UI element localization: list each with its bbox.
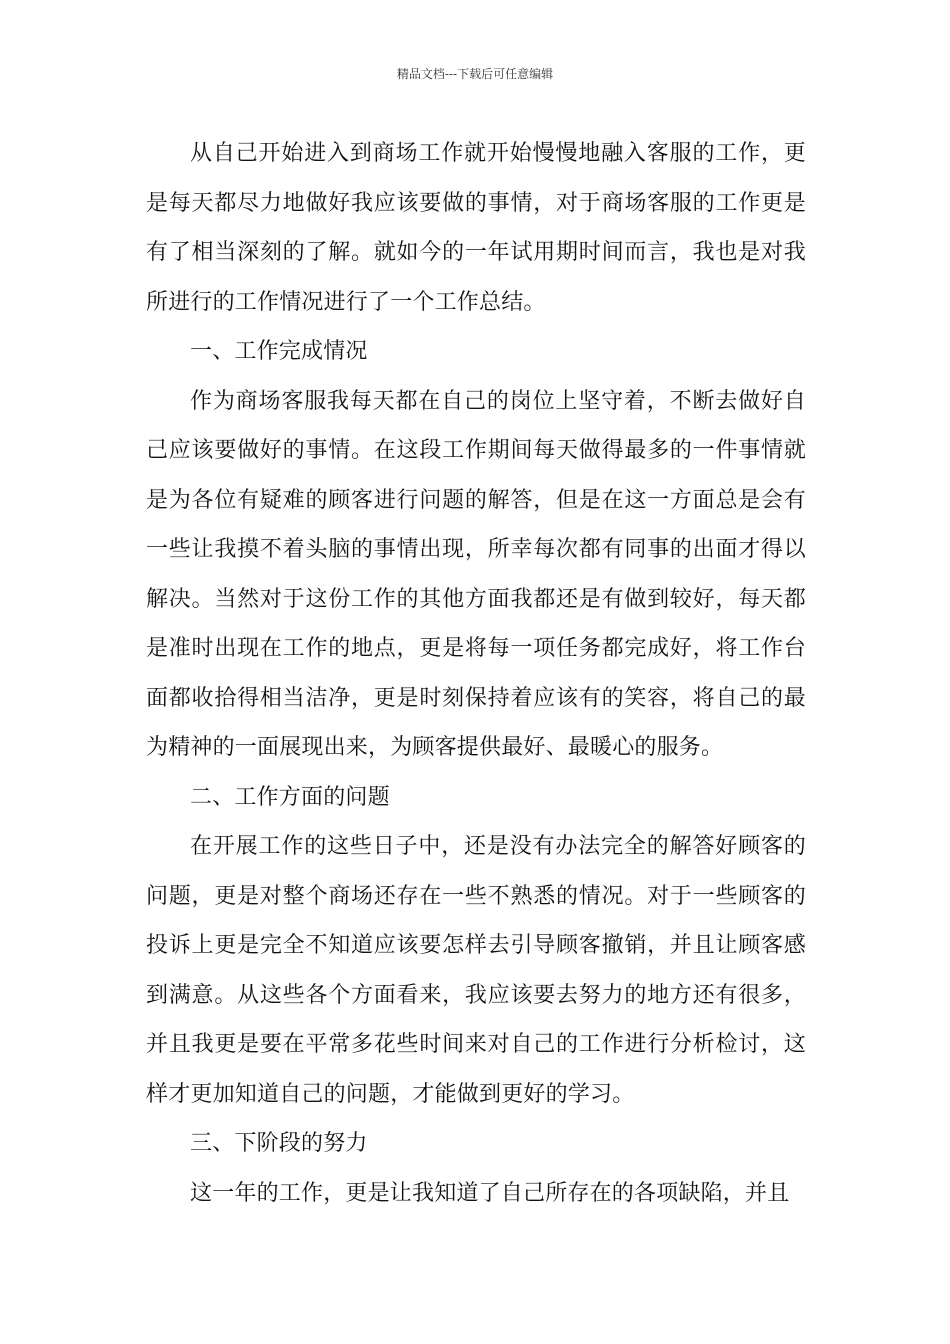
page-header: 精品文档---下载后可任意编辑 [396,67,554,81]
document-body [146,129,806,1218]
section-heading-2: 二、工作方面的问题 [190,784,390,810]
section-paragraph-1: 作为商场客服我每天都在自己的岗位上坚守着，不断去做好自己应该要做好的事情。在这段工作期间每天做得最多的一件事情就是为各位有疑难的顾客进行问题的解答，但是在这一方面总是会有一些让我摸不着头脑的事情出现，所幸每次都有同事的出面才得以解决。当然对于这份工作的其他方面我都还是有做到较好，每天都是准时出现在工作的地点，更是将每一项任务都完成好，将工作台面都收拾得相当洁净，更是时刻保持着应该有的笑容，将自己的最为精神的一面展现出来，为顾客提供最好、最暖心的服务。 [146,388,806,760]
intro-paragraph: 从自己开始进入到商场工作就开始慢慢地融入客服的工作，更是每天都尽力地做好我应该要做的事情，对于商场客服的工作更是有了相当深刻的了解。就如今的一年试用期时间而言，我也是对我所进行的工作情况进行了一个工作总结。 [146,141,806,315]
section-heading-3: 三、下阶段的努力 [190,1131,368,1156]
section-heading-1: 一、工作完成情况 [190,339,368,364]
section-paragraph-2: 在开展工作的这些日子中，还是没有办法完全的解答好顾客的问题，更是对整个商场还存在一些不熟悉的情况。对于一些顾客的投诉上更是完全不知道应该要怎样去引导顾客撤销，并且让顾客感到满意。从这些各个方面看来，我应该要去努力的地方还有很多，并且我更是要在平常多花些时间来对自己的工作进行分析检讨，这样才更加知道自己的问题，才能做到更好的学习。 [146,834,806,1107]
section-paragraph-3: 这一年的工作，更是让我知道了自己所存在的各项缺陷，并且 [190,1180,790,1206]
